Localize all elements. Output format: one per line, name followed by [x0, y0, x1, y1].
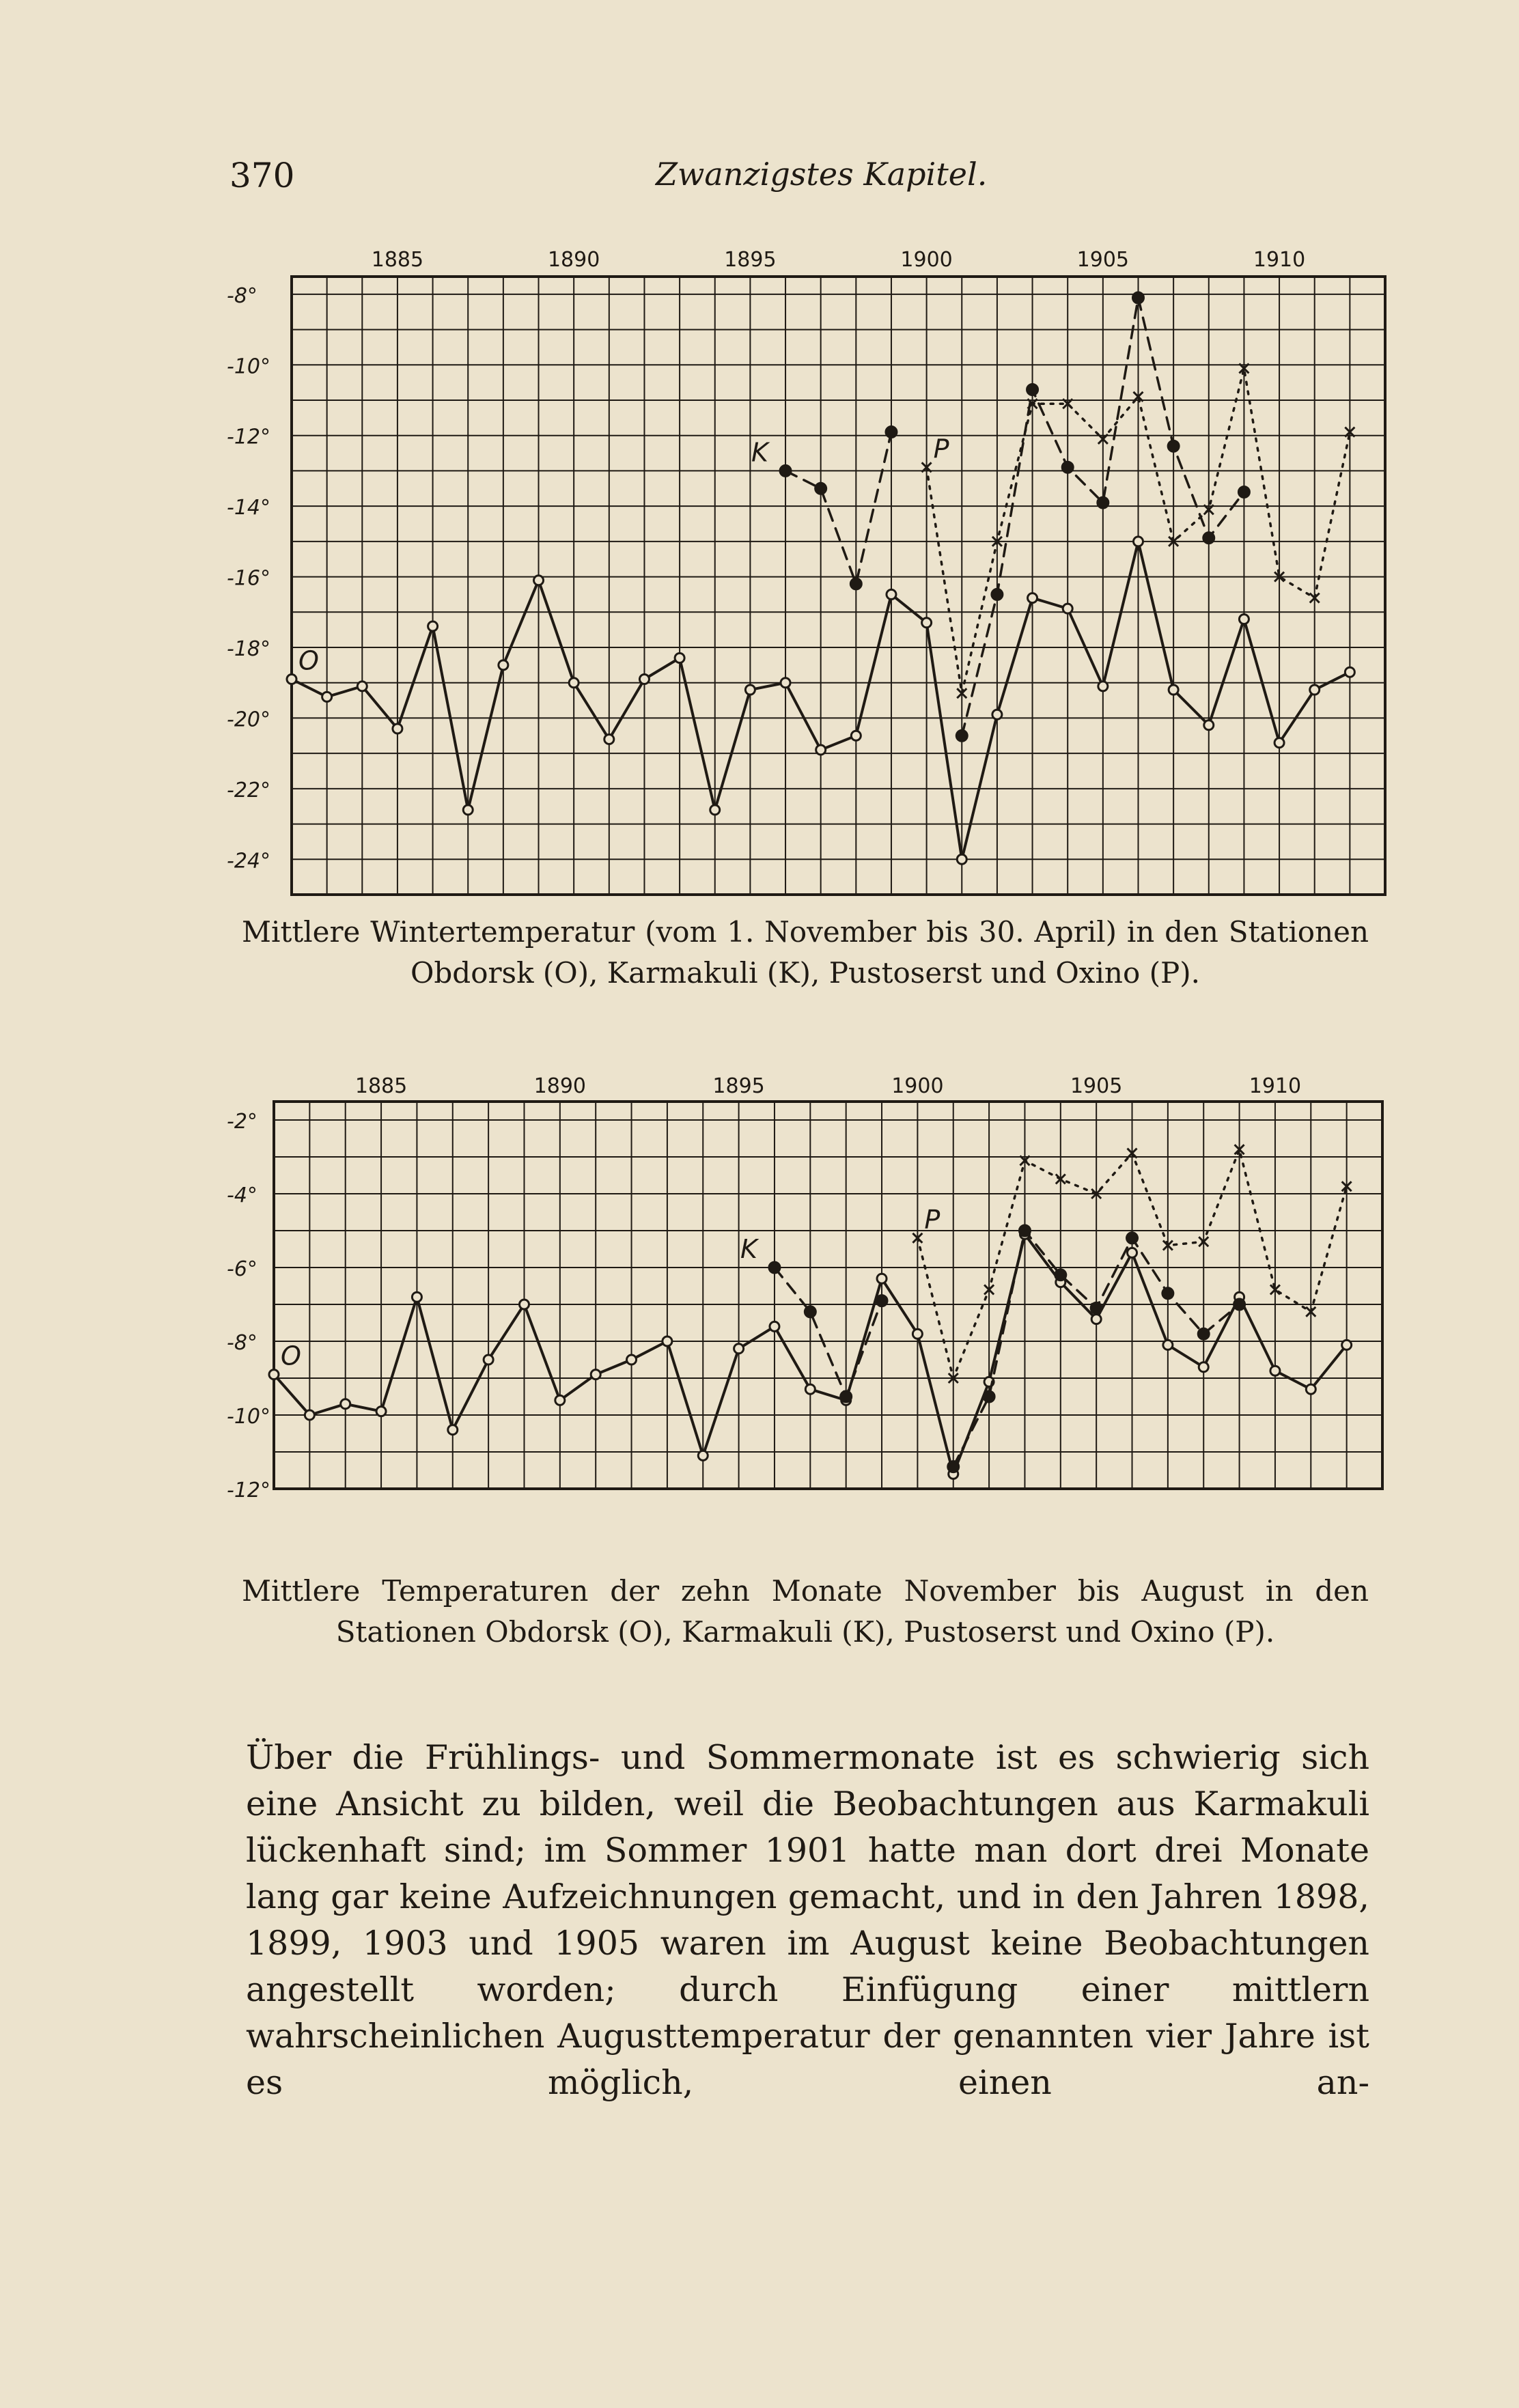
data-point-o [1342, 1340, 1352, 1349]
data-point-k [769, 1262, 780, 1273]
data-point-o [627, 1355, 637, 1364]
series-label-p: P [933, 434, 949, 464]
running-title: Zwanzigstes Kapitel. [656, 156, 988, 193]
data-point-k [876, 1296, 887, 1306]
x-tick-label: 1900 [891, 1074, 944, 1098]
x-tick-label: 1885 [371, 248, 424, 272]
y-tick-label: -22° [227, 778, 270, 802]
x-tick-label: 1890 [547, 248, 600, 272]
data-point-o [555, 1395, 565, 1405]
data-point-o [1270, 1366, 1280, 1375]
x-tick-label: 1910 [1253, 248, 1306, 272]
data-point-o [1091, 1315, 1101, 1324]
data-point-o [1163, 1340, 1173, 1349]
data-point-k [841, 1391, 852, 1402]
x-tick-label: 1895 [724, 248, 777, 272]
y-tick-label: -12° [227, 425, 270, 449]
data-point-k [1198, 1328, 1209, 1339]
page-number: 370 [229, 156, 295, 195]
data-point-o [269, 1370, 279, 1380]
x-tick-label: 1885 [354, 1074, 408, 1098]
data-point-o [305, 1410, 314, 1420]
figure-2-caption: Mittlere Temperaturen der zehn Monate November bis August in den Stationen Obdorsk (O), Karmakuli (K), Pustoserst und Oxino (P). [242, 1574, 1369, 1649]
y-tick-label: -10° [227, 354, 270, 379]
data-point-k [805, 1306, 816, 1317]
data-point-o [519, 1300, 529, 1309]
data-point-o [663, 1336, 672, 1346]
data-point-k [1091, 1302, 1102, 1313]
x-tick-label: 1895 [712, 1074, 765, 1098]
x-tick-label: 1910 [1249, 1074, 1302, 1098]
data-point-k [948, 1461, 959, 1472]
x-tick-label: 1900 [900, 248, 953, 272]
data-point-o [448, 1425, 458, 1435]
y-tick-label: -14° [227, 496, 270, 520]
data-point-o [376, 1407, 386, 1416]
body-paragraph: Über die Frühlings- und Sommermonate ist es schwierig sich eine Ansicht zu bilden, weil die Beobachtungen aus Karmakuli lückenhaft sind; im Sommer 1901 hatte man dort drei Monate lang gar keine Aufzeichnungen gemacht, und in den Jahren 1898, 1899, 1903 und 1905 waren im August keine Beobachtungen angestellt worden; durch Einfügung einer mittlern wahrscheinlichen Augusttemperatur der genannten vier Jahre ist es möglich, einen an- [246, 1738, 1369, 2102]
data-point-o [877, 1274, 887, 1283]
data-point-o [412, 1292, 421, 1302]
figure-1-caption: Mittlere Wintertemperatur (vom 1. November bis 30. April) in den Stationen Obdorsk (O), Karmakuli (K), Pustoserst und Oxino (P). [242, 915, 1369, 990]
data-point-o [1128, 1248, 1137, 1257]
y-tick-label: -6° [227, 1257, 257, 1281]
series-label-p: P [924, 1204, 940, 1235]
y-tick-label: -10° [227, 1405, 270, 1429]
data-point-o [698, 1451, 708, 1460]
x-tick-label: 1905 [1076, 248, 1130, 272]
y-tick-label: -16° [227, 566, 270, 591]
y-tick-label: -2° [227, 1110, 257, 1134]
series-label-o: O [281, 1341, 301, 1371]
data-point-k [1019, 1225, 1030, 1236]
data-point-o [734, 1344, 744, 1354]
y-tick-label: -8° [227, 1331, 257, 1355]
x-tick-label: 1905 [1070, 1074, 1123, 1098]
data-point-o [341, 1399, 350, 1409]
data-point-k [1055, 1270, 1066, 1280]
y-tick-label: -4° [227, 1184, 257, 1207]
data-point-o [591, 1370, 600, 1380]
data-point-o [484, 1355, 493, 1364]
data-point-o [805, 1384, 815, 1394]
data-point-k [1127, 1233, 1138, 1244]
x-tick-label: 1890 [533, 1074, 587, 1098]
data-point-o [770, 1321, 779, 1331]
series-label-k: K [740, 1234, 757, 1264]
series-label-k: K [751, 437, 768, 468]
data-point-o [1306, 1384, 1315, 1394]
y-tick-label: -12° [227, 1479, 270, 1502]
data-point-k [1162, 1288, 1173, 1299]
y-tick-label: -20° [227, 708, 270, 732]
series-label-o: O [298, 645, 319, 676]
data-point-k [1234, 1299, 1245, 1310]
data-point-o [1199, 1362, 1208, 1372]
chart-frame [274, 1102, 1382, 1489]
y-tick-label: -18° [227, 637, 270, 661]
y-tick-label: -24° [227, 849, 270, 873]
y-tick-label: -8° [227, 283, 257, 308]
data-point-k [984, 1391, 994, 1402]
data-point-o [912, 1329, 922, 1339]
